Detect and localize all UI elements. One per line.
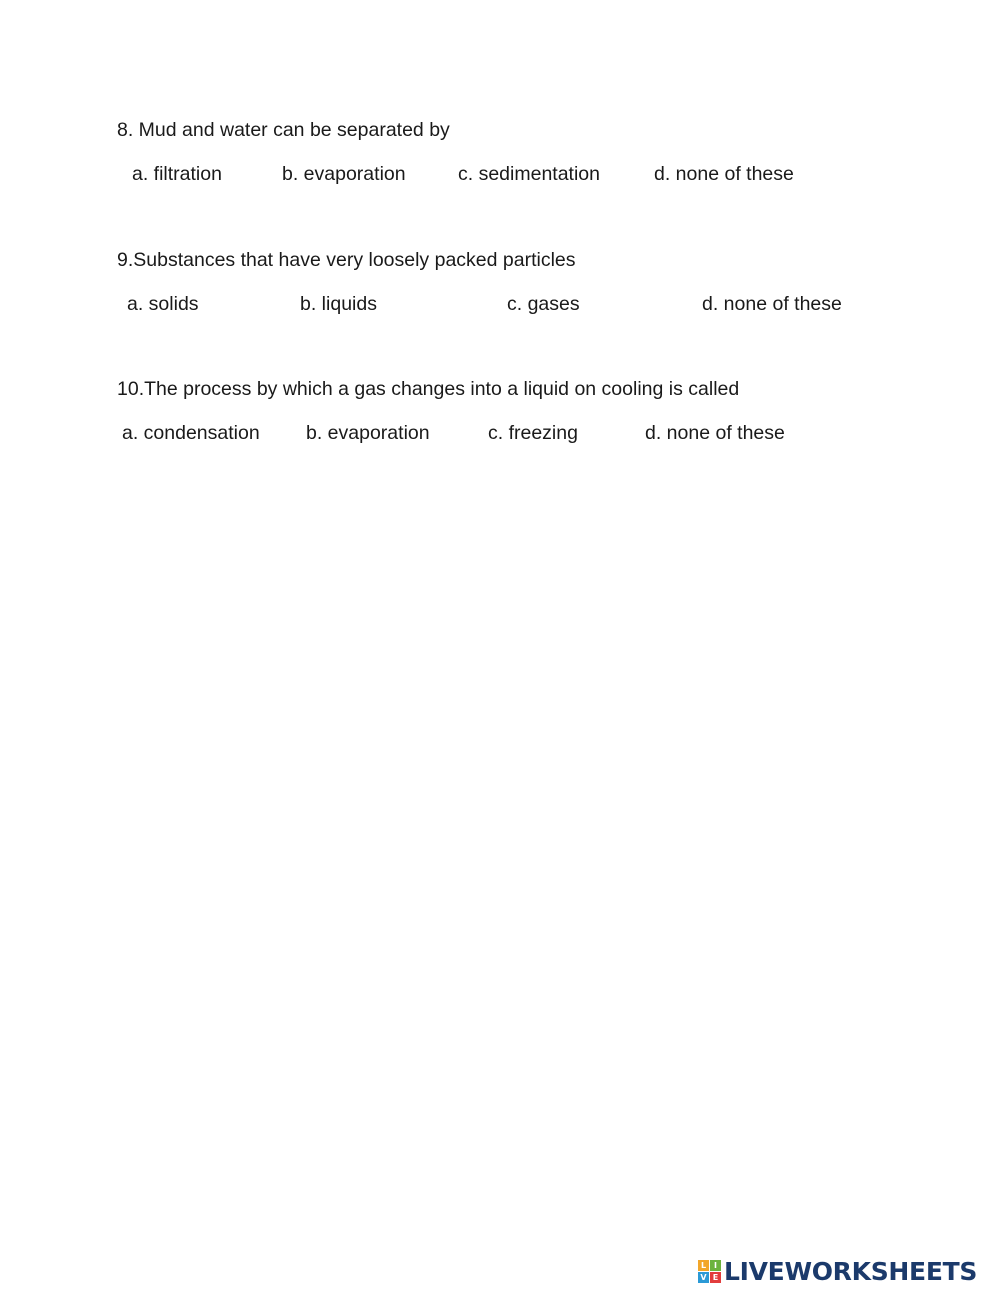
logo-tile-i: I [710,1260,721,1271]
question-8-option-c: c. sedimentation [458,163,600,185]
question-10-option-a: a. condensation [122,422,260,444]
question-10-option-b: b. evaporation [306,422,430,444]
question-9-option-d: d. none of these [702,293,842,315]
question-9-option-b: b. liquids [300,293,377,315]
liveworksheets-logo [698,1257,977,1285]
question-9-option-c: c. gases [507,293,580,315]
question-8-option-a: a. filtration [132,163,222,185]
logo-tile-v: V [698,1272,709,1283]
logo-text: LIVEWORKSHEETS [724,1256,978,1286]
question-10-text: 10.The process by which a gas changes into a liquid on cooling is called [117,378,740,400]
logo-mark-icon [698,1260,721,1283]
question-10-option-d: d. none of these [645,422,785,444]
question-10-option-c: c. freezing [488,422,578,444]
question-8-text: 8. Mud and water can be separated by [117,119,450,141]
question-8-option-b: b. evaporation [282,163,406,185]
logo-tile-e: E [710,1272,721,1283]
question-9-text: 9.Substances that have very loosely packed particles [117,249,576,271]
logo-tile-l: L [698,1260,709,1271]
question-8-option-d: d. none of these [654,163,794,185]
question-9-option-a: a. solids [127,293,199,315]
